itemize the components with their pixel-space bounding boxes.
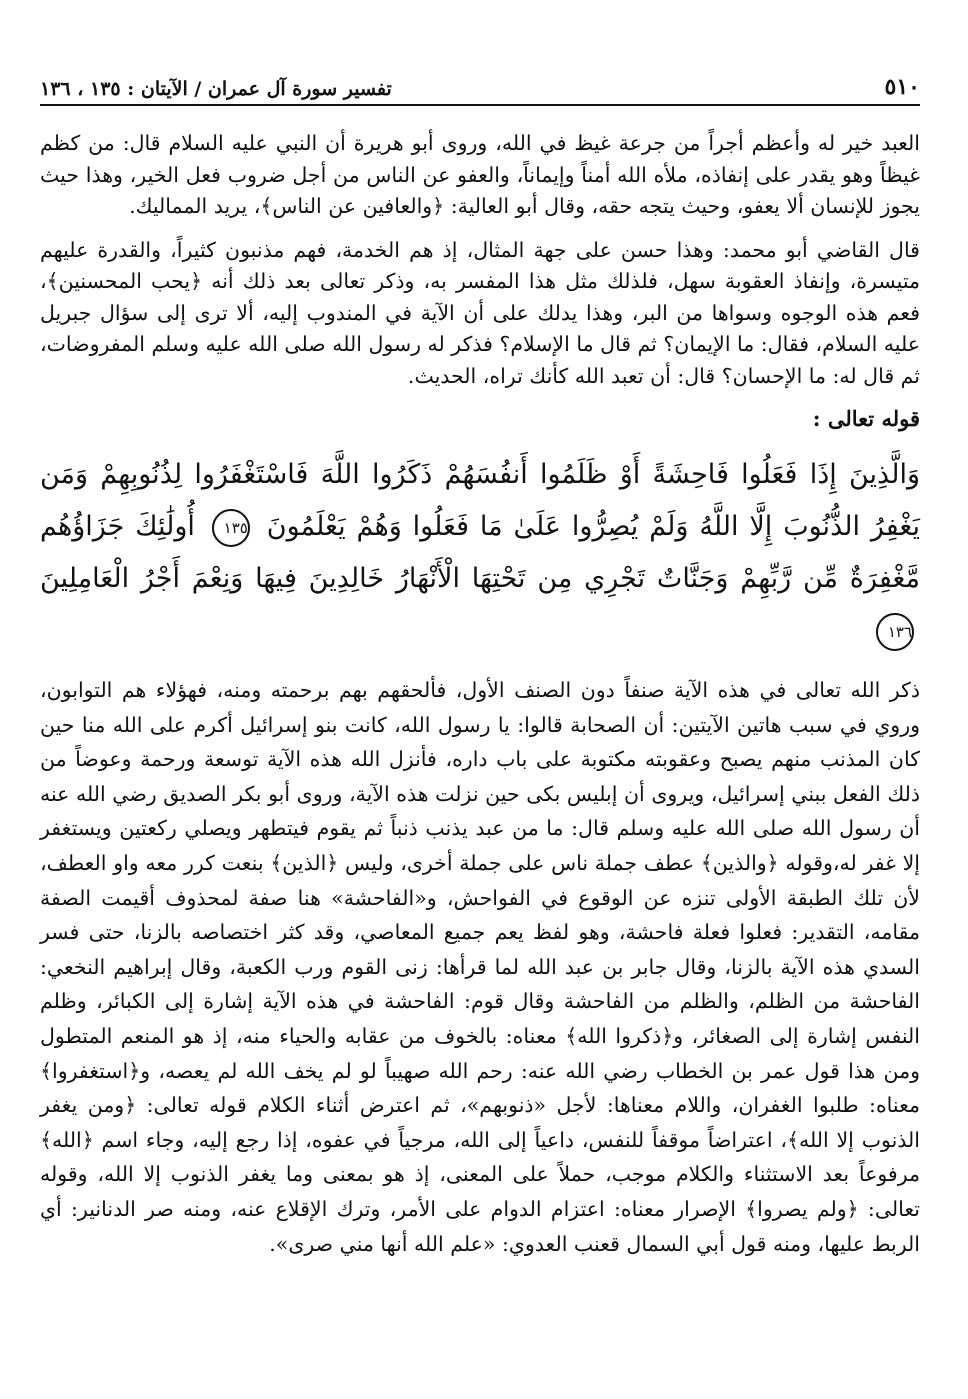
commentary [40, 673, 920, 1261]
page [40, 60, 920, 1261]
ayah-135-text: وَالَّذِينَ إِذَا فَعَلُوا فَاحِشَةً أَوْ ظَلَمُوا أَنفُسَهُمْ ذَكَرُوا اللَّهَ فَاسْتَغْفَرُوا لِذُنُوبِهِمْ وَمَن يَغْفِرُ الذُّنُوبَ إِلَّا اللَّهُ وَلَمْ يُصِرُّوا عَلَىٰ مَا فَعَلُوا وَهُمْ يَعْلَمُونَ [40, 459, 920, 542]
quran-verse-block [40, 449, 920, 657]
paragraph-2: قال القاضي أبو محمد: وهذا حسن على جهة المثال، إذ هم الخدمة، فهم مذنبون كثيراً، والقدرة عليهم متيسرة، وإنفاذ العقوبة سهل، فلذلك مثل هذا المفسر به، وذكر تعالى بعد ذلك أنه ﴿يحب المحسنين﴾، فعم هذه الوجوه وسواها من البر، وهذا يدلك على أن الآية في المندوب إليه، ألا ترى إلى سؤال جبريل عليه السلام، فقال: ما الإيمان؟ ثم قال ما الإسلام؟ فذكر له رسول الله صلى الله عليه وسلم المفروضات، ثم قال له: ما الإحسان؟ قال: أن تعبد الله كأنك تراه، الحديث. [40, 237, 920, 388]
running-title: تفسير سورة آل عمران / الآيتان : ١٣٥ ، ١٣٦ [40, 78, 392, 100]
verse-intro: قوله تعالى : [812, 406, 920, 431]
running-head [40, 60, 920, 106]
opening-paragraphs [40, 128, 920, 392]
paragraph-1: العبد خير له وأعظم أجراً من جرعة غيظ في الله، وروى أبو هريرة أن النبي عليه السلام قال: من كظم غيظاً وهو يقدر على إنفاذه، ملأه الله أمناً وإيماناً، والعفو عن الناس من أجل ضروب فعل الخير، وهذا حيث يجوز للإنسان ألا يعفو، وحيث يتجه حقه، وقال أبو العالية: ﴿والعافين عن الناس﴾، يريد المماليك. [40, 131, 920, 218]
commentary-paragraph: ذكر الله تعالى في هذه الآية صنفاً دون الصنف الأول، فألحقهم بهم برحمته ومنه، فهؤلاء هم التوابون، وروي في سبب هاتين الآيتين: أن الصحابة قالوا: يا رسول الله، كانت بنو إسرائيل أكرم على الله منا حين كان المذنب منهم يصبح وعقوبته مكتوبة على باب داره، فأنزل الله هذه الآية توسعة ورحمة وعوضاً من ذلك الفعل ببني إسرائيل، ويروى أن إبليس بكى حين نزلت هذه الآية، وروى أبو بكر الصديق رضي الله عنه أن رسول الله صلى الله عليه وسلم قال: ما من عبد يذنب ذنباً ثم يقوم فيتطهر ويصلي ركعتين ويستغفر إلا غفر له،وقوله ﴿والذين﴾ عطف جملة ناس على جملة أخرى، وليس ﴿الذين﴾ بنعت كرر معه واو العطف، لأن تلك الطبقة الأولى تنزه عن الوقوع في الفواحش، و«الفاحشة» هنا صفة لمحذوف أقيمت الصفة مقامه، التقدير: فعلوا فعلة فاحشة، وهو لفظ يعم جميع المعاصي، وقد كثر اختصاصه بالزنا، حتى فسر السدي هذه الآية بالزنا، وقال جابر بن عبد الله لما قرأها: زنى القوم ورب الكعبة، وقال إبراهيم النخعي: الفاحشة من الظلم، والظلم من الفاحشة وقال قوم: الفاحشة في هذه الآية إشارة إلى الكبائر، وظلم النفس إشارة إلى الصغائر، و﴿ذكروا الله﴾ معناه: بالخوف من عقابه والحياء منه، إذ هو المنعم المتطول ومن هذا قول عمر بن الخطاب رضي الله عنه: رحم الله صهيباً لو لم يخف الله لم يعصه، و﴿استغفروا﴾ معناه: طلبوا الغفران، واللام معناها: لأجل «ذنوبهم»، ثم اعترض أثناء الكلام قوله تعالى: ﴿ومن يغفر الذنوب إلا الله﴾، اعتراضاً موقفاً للنفس، داعياً إلى الله، مرجياً في عفوه، إذا رجع إليه، وجاء اسم ﴿الله﴾ مرفوعاً بعد الاستثناء والكلام موجب، حملاً على المعنى، إذ هو بمعنى وما يغفر الذنوب إلا الله، وقوله تعالى: ﴿ولم يصروا﴾ الإصرار معناه: اعتزام الدوام على الأمر، وترك الإقلاع عنه، ومنه صر الدنانير: أي الربط عليها، ومنه قول أبي السمال قعنب العدوي: «علم الله أنها مني صرى». [40, 678, 920, 1256]
ayah-marker-136: ١٣٦ [876, 613, 914, 651]
ayah-marker-135: ١٣٥ [212, 509, 250, 547]
ayah-136-text: أُولَٰئِكَ جَزَاؤُهُم مَّغْفِرَةٌ مِّن رَّبِّهِمْ وَجَنَّاتٌ تَجْرِي مِن تَحْتِهَا الْأَنْهَارُ خَالِدِينَ فِيهَا وَنِعْمَ أَجْرُ الْعَامِلِينَ [40, 511, 920, 594]
page-number: ٥١٠ [884, 74, 920, 100]
